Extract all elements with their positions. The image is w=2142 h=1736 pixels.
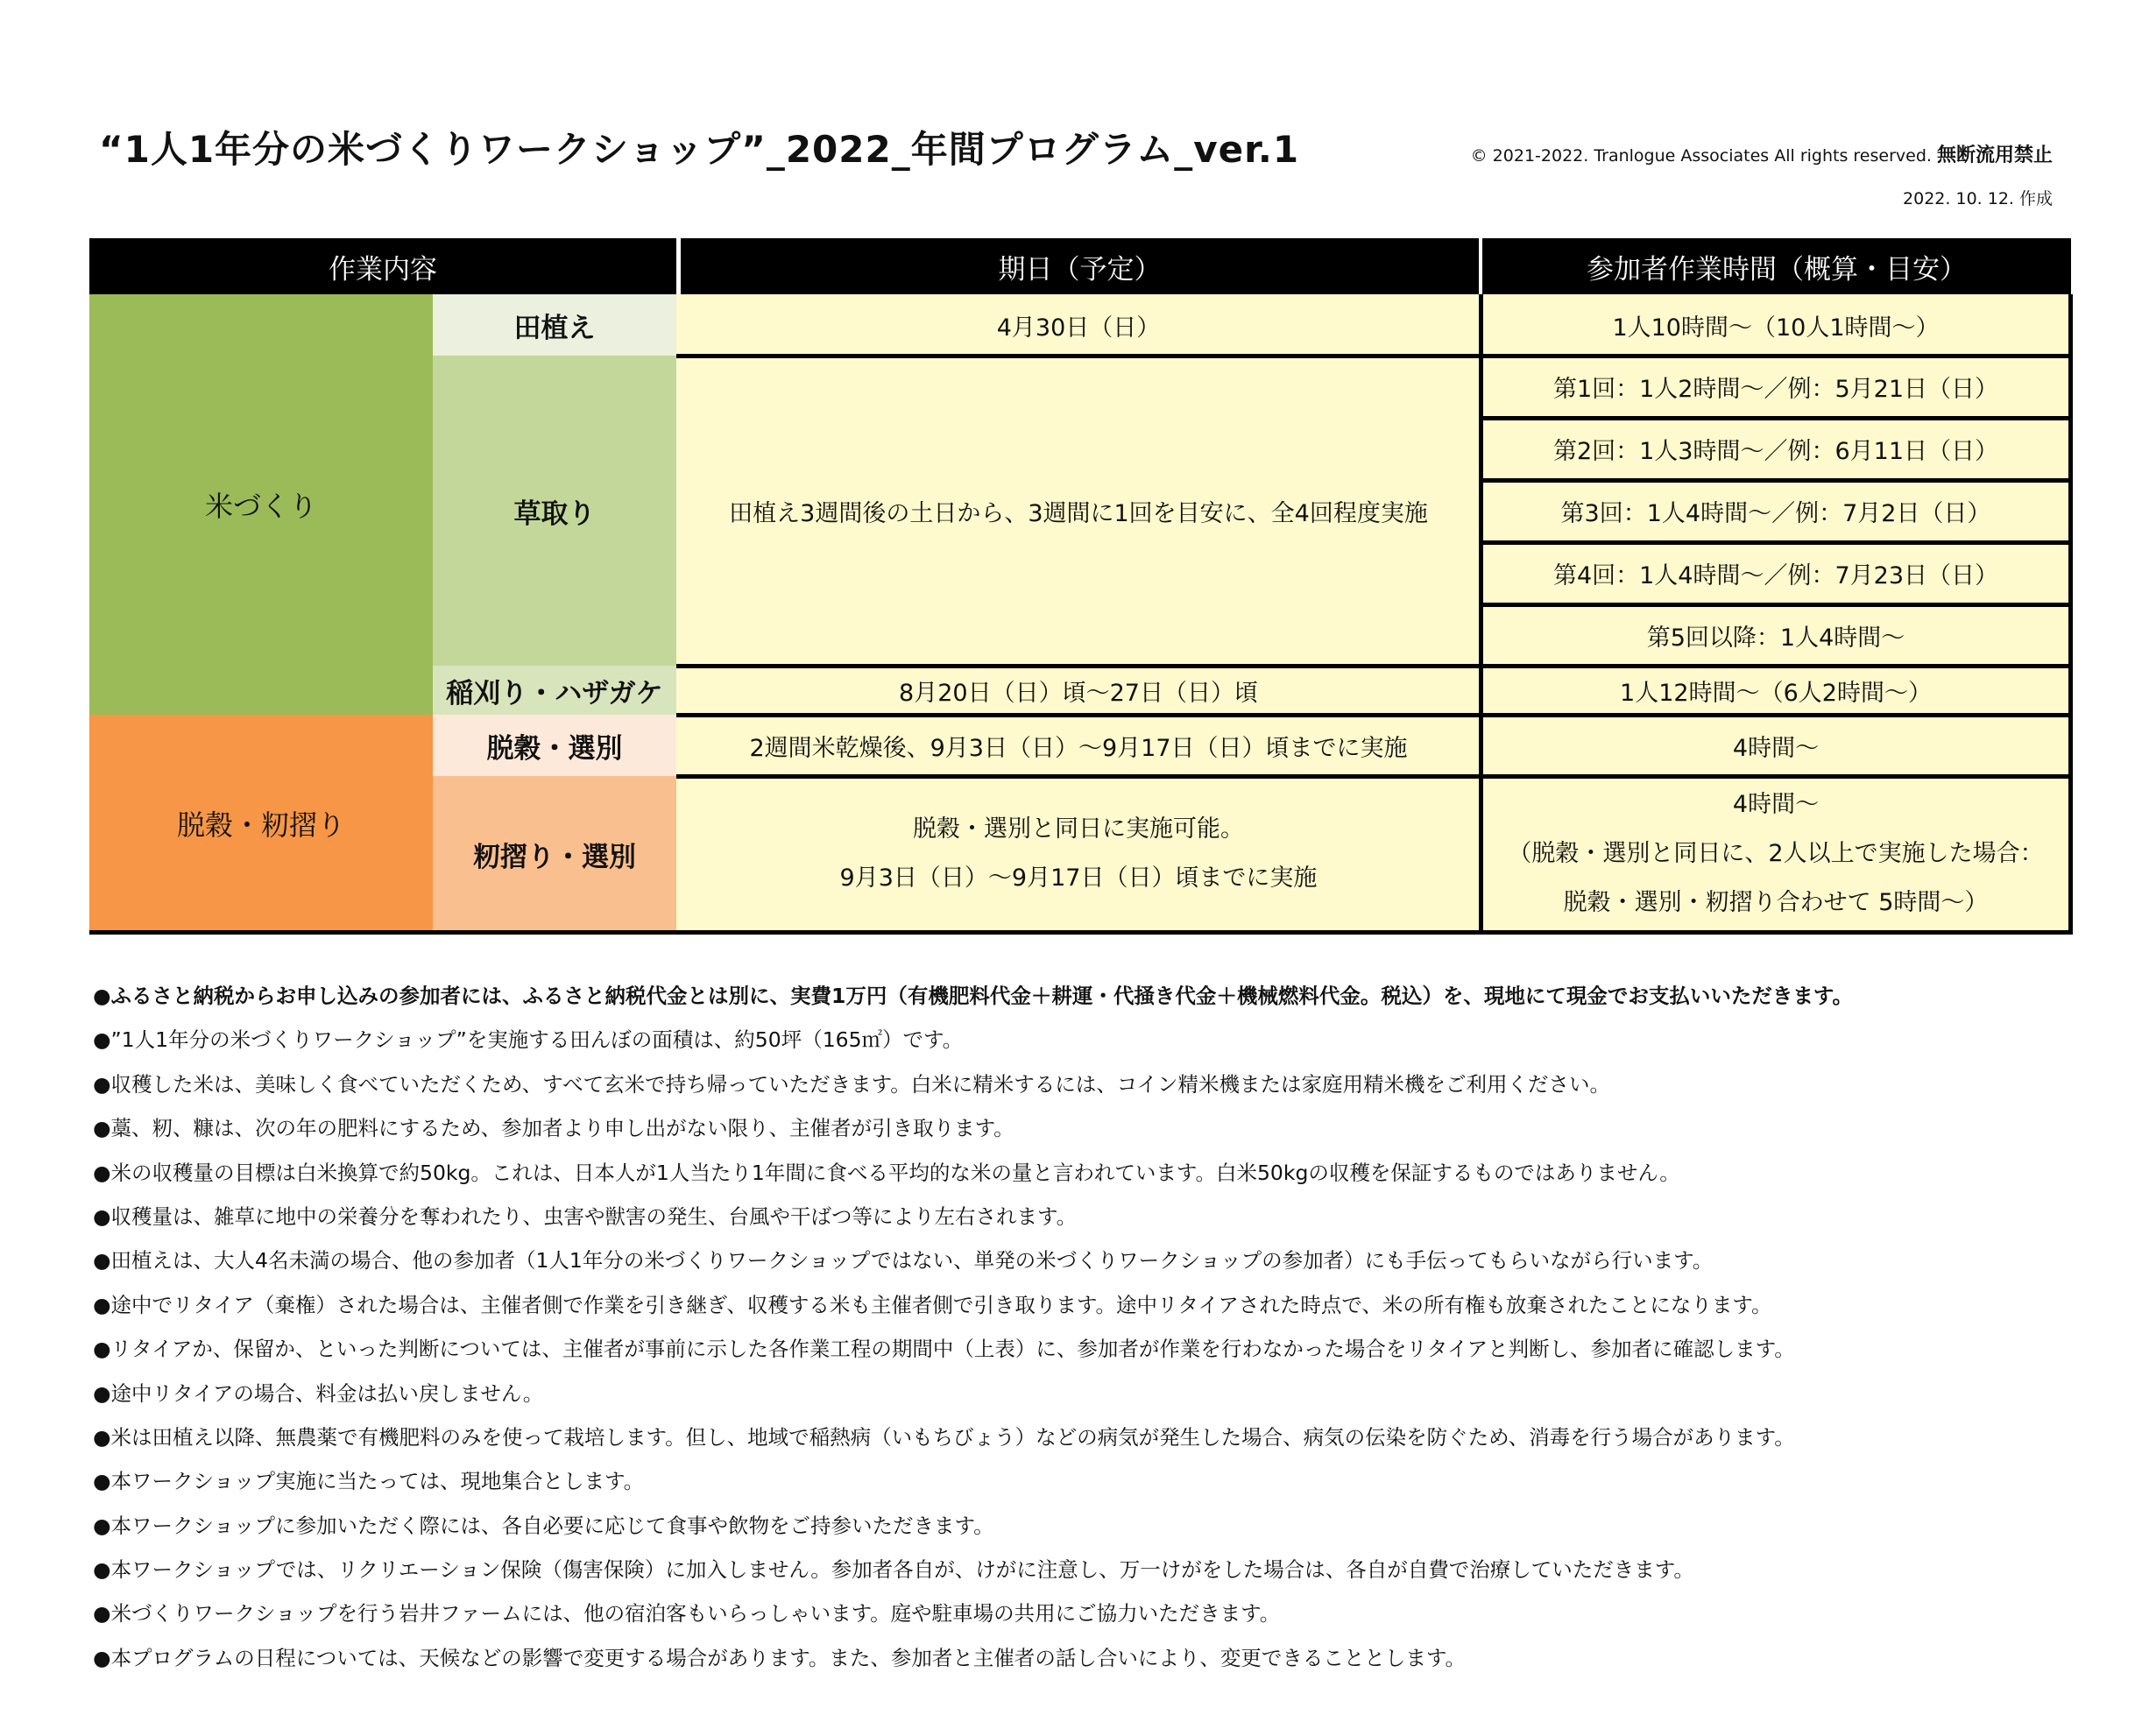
note-item: ●藁、籾、糠は、次の年の肥料にするため、参加者より申し出がない限り、主催者が引き取ります。 (93, 1116, 1014, 1141)
row-divider (676, 774, 2073, 779)
time-weeding-2: 第2回：1人3時間〜／例：6月11日（日） (1481, 418, 2071, 480)
time-weeding-3: 第3回：1人4時間〜／例：7月2日（日） (1481, 480, 2071, 542)
row-divider (676, 664, 2073, 668)
time-rice-planting: 1人10時間〜（10人1時間〜） (1481, 294, 2071, 356)
note-item: ●本プログラムの日程については、天候などの影響で変更する場合があります。また、参加者と主催者の話し合いにより、変更できることとします。 (93, 1645, 1467, 1670)
group-threshing-hulling: 脱穀・籾摺り (89, 715, 433, 932)
row-divider (676, 354, 2073, 358)
column-header-task: 作業内容 (89, 238, 676, 294)
time-hulling (1481, 776, 2071, 932)
note-item: ●途中リタイアの場合、料金は払い戻しません。 (93, 1380, 544, 1406)
date-rice-planting: 4月30日（日） (676, 294, 1481, 356)
copyright (1471, 140, 2053, 167)
task-harvest-drying: 稲刈り・ハザガケ (433, 666, 676, 715)
note-item: ●田植えは、大人4名未満の場合、他の参加者（1人1年分の米づくりワークショップではない、単発の米づくりワークショップの参加者）にも手伝ってもらいながら行います。 (93, 1248, 1714, 1274)
date-hulling (676, 776, 1481, 932)
date-harvest: 8月20日（日）頃〜27日（日）頃 (676, 666, 1481, 715)
date-hulling-line-1: 脱穀・選別と同日に実施可能。 (913, 815, 1244, 843)
note-item: ●途中でリタイア（棄権）された場合は、主催者側で作業を引き継ぎ、収穫する米も主催者側で引き取ります。途中リタイアされた時点で、米の所有権も放棄されたことになります。 (93, 1292, 1772, 1317)
row-divider (1481, 416, 2073, 420)
date-hulling-line-2: 9月3日（日）〜9月17日（日）頃までに実施 (839, 864, 1318, 892)
page-title: “1人1年分の米づくりワークショップ”_2022_年間プログラム_ver.1 (99, 128, 1300, 171)
copyright-text: © 2021-2022. Tranlogue Associates All rights reserved. (1470, 146, 1932, 166)
note-item: ●ふるさと納税からお申し込みの参加者には、ふるさと納税代金とは別に、実費1万円（有機肥料代金＋耕運・代掻き代金＋機械燃料代金。税込）を、現地にて現金でお支払いいただきます。 (93, 984, 1853, 1008)
date-weeding: 田植え3週間後の土日から、3週間に1回を目安に、全4回程度実施 (676, 356, 1481, 666)
row-divider (1481, 478, 2073, 483)
note-item: ●収穫した米は、美味しく食べていただくため、すべて玄米で持ち帰っていただきます。白米に精米するには、コイン精米機または家庭用精米機をご利用ください。 (93, 1071, 1611, 1097)
row-divider (1481, 540, 2073, 545)
date-threshing: 2週間米乾燥後、9月3日（日）〜9月17日（日）頃までに実施 (676, 715, 1481, 776)
note-item: ●本ワークショップ実施に当たっては、現地集合とします。 (93, 1469, 645, 1494)
note-item: ●米は田植え以降、無農薬で有機肥料のみを使って栽培します。但し、地域で稲熱病（いもちびょう）などの病気が発生した場合、病気の伝染を防ぐため、消毒を行う場合があります。 (93, 1424, 1795, 1450)
task-threshing: 脱穀・選別 (433, 715, 676, 776)
time-hulling-line-3: 脱穀・選別・籾摺り合わせて 5時間〜） (1563, 889, 1989, 916)
note-item: ●本ワークショップでは、リクリエーション保険（傷害保険）に加入しません。参加者各自が、けがに注意し、万一けがをした場合は、各自が自費で治療していただきます。 (93, 1557, 1694, 1583)
table-bottom-border (89, 930, 2073, 935)
time-weeding-1: 第1回：1人2時間〜／例：5月21日（日） (1481, 356, 2071, 418)
column-header-time: 参加者作業時間（概算・目安） (1482, 238, 2071, 294)
created-date: 2022. 10. 12. 作成 (1903, 189, 2053, 208)
time-weeding-5: 第5回以降：1人4時間〜 (1481, 604, 2071, 666)
group-rice-growing: 米づくり (89, 294, 433, 715)
table-right-border (2068, 294, 2073, 932)
no-reuse-notice: 無断流用禁止 (1936, 145, 2053, 166)
note-item: ●本ワークショップに参加いただく際には、各自必要に応じて食事や飲物をご持参いただきます。 (93, 1513, 994, 1538)
note-item: ●米の収穫量の目標は白米換算で約50kg。これは、日本人が1人当たり1年間に食べる平均的な米の量と言われています。白米50kgの収穫を保証するものではありません。 (93, 1160, 1680, 1185)
time-weeding-4: 第4回：1人4時間〜／例：7月23日（日） (1481, 542, 2071, 604)
note-item: ●”1人1年分の米づくりワークショップ”を実施する田んぼの面積は、約50坪（165㎡）です。 (93, 1027, 964, 1053)
note-item: ●リタイアか、保留か、といった判断については、主催者が事前に示した各作業工程の期間中（上表）に、参加者が作業を行わなかった場合をリタイアと判断し、参加者に確認します。 (93, 1337, 1795, 1362)
row-divider (1481, 603, 2073, 607)
time-threshing: 4時間〜 (1481, 715, 2071, 776)
time-hulling-line-1: 4時間〜 (1732, 791, 1820, 818)
column-divider (1479, 294, 1483, 932)
task-hulling: 籾摺り・選別 (433, 776, 676, 932)
time-harvest: 1人12時間〜（6人2時間〜） (1481, 666, 2071, 715)
note-item: ●収穫量は、雑草に地中の栄養分を奪われたり、虫害や獣害の発生、台風や干ばつ等により左右されます。 (93, 1203, 1078, 1229)
notes-list (93, 974, 2108, 1680)
column-header-date: 期日（予定） (681, 238, 1479, 294)
note-item: ●米づくりワークショップを行う岩井ファームには、他の宿泊客もいらっしゃいます。庭や駐車場の共用にご協力いただきます。 (93, 1601, 1281, 1627)
row-divider (676, 713, 2073, 717)
task-weeding: 草取り (433, 356, 676, 666)
task-rice-planting: 田植え (433, 294, 676, 356)
time-hulling-line-2: （脱穀・選別と同日に、2人以上で実施した場合： (1508, 840, 2044, 867)
